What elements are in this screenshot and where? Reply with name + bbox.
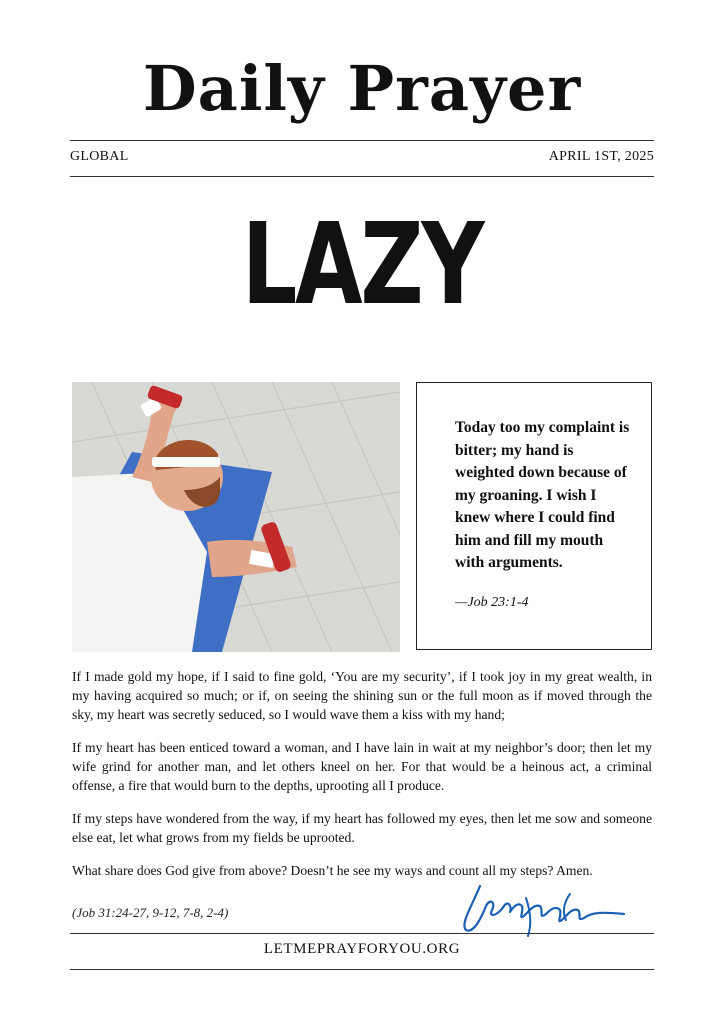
headline: LAZY (241, 200, 483, 330)
footer-bottom-rule (70, 969, 654, 970)
body-paragraph: If my heart has been enticed toward a woman, and I have lain in wait at my neighbor’s door; then let my wife grind for another man, and let others kneel on her. For that would be a heinous act, a criminal offense, a fire that would burn to the depths, uprooting all I produce. (72, 740, 652, 793)
quote-text: Today too my complaint is bitter; my hand is weighted down because of my groaning. I wish I knew where I could find him and fill my mouth with arguments. (455, 419, 630, 571)
scripture-citation: (Job 31:24-27, 9-12, 7-8, 2-4) (72, 905, 229, 920)
body-paragraph: If I made gold my hope, if I said to fine gold, ‘You are my security’, if I took joy in my great wealth, in my having acquired so much; or if, on seeing the shining sun or the full moon as if moved through the sky, my heart was secretly seduced, so I would wave them a kiss with my hand; (72, 669, 652, 722)
masthead-title: Daily Prayer (142, 52, 582, 125)
body-paragraph: What share does God give from above? Doesn’t he see my ways and count all my steps? Amen. (72, 863, 593, 878)
dateline-bottom-rule (70, 176, 654, 177)
footer-url: LETMEPRAYFORYOU.ORG (263, 941, 461, 957)
top-rule (70, 140, 654, 141)
footer-top-rule (70, 933, 654, 934)
quote-box (416, 382, 652, 650)
dateline-date: APRIL 1ST, 2025 (548, 149, 654, 164)
body-text (72, 667, 652, 894)
man-lying-on-floor-with-dumbbells-photo (72, 382, 400, 652)
handwritten-signature-icon (452, 876, 632, 938)
body-paragraph: If my steps have wondered from the way, if my heart has followed my eyes, then let me sow and someone else eat, let what grows from my fields be uprooted. (72, 811, 652, 845)
quote-reference: —Job 23:1-4 (455, 595, 529, 610)
dateline (70, 149, 654, 165)
dateline-region: GLOBAL (70, 149, 129, 164)
